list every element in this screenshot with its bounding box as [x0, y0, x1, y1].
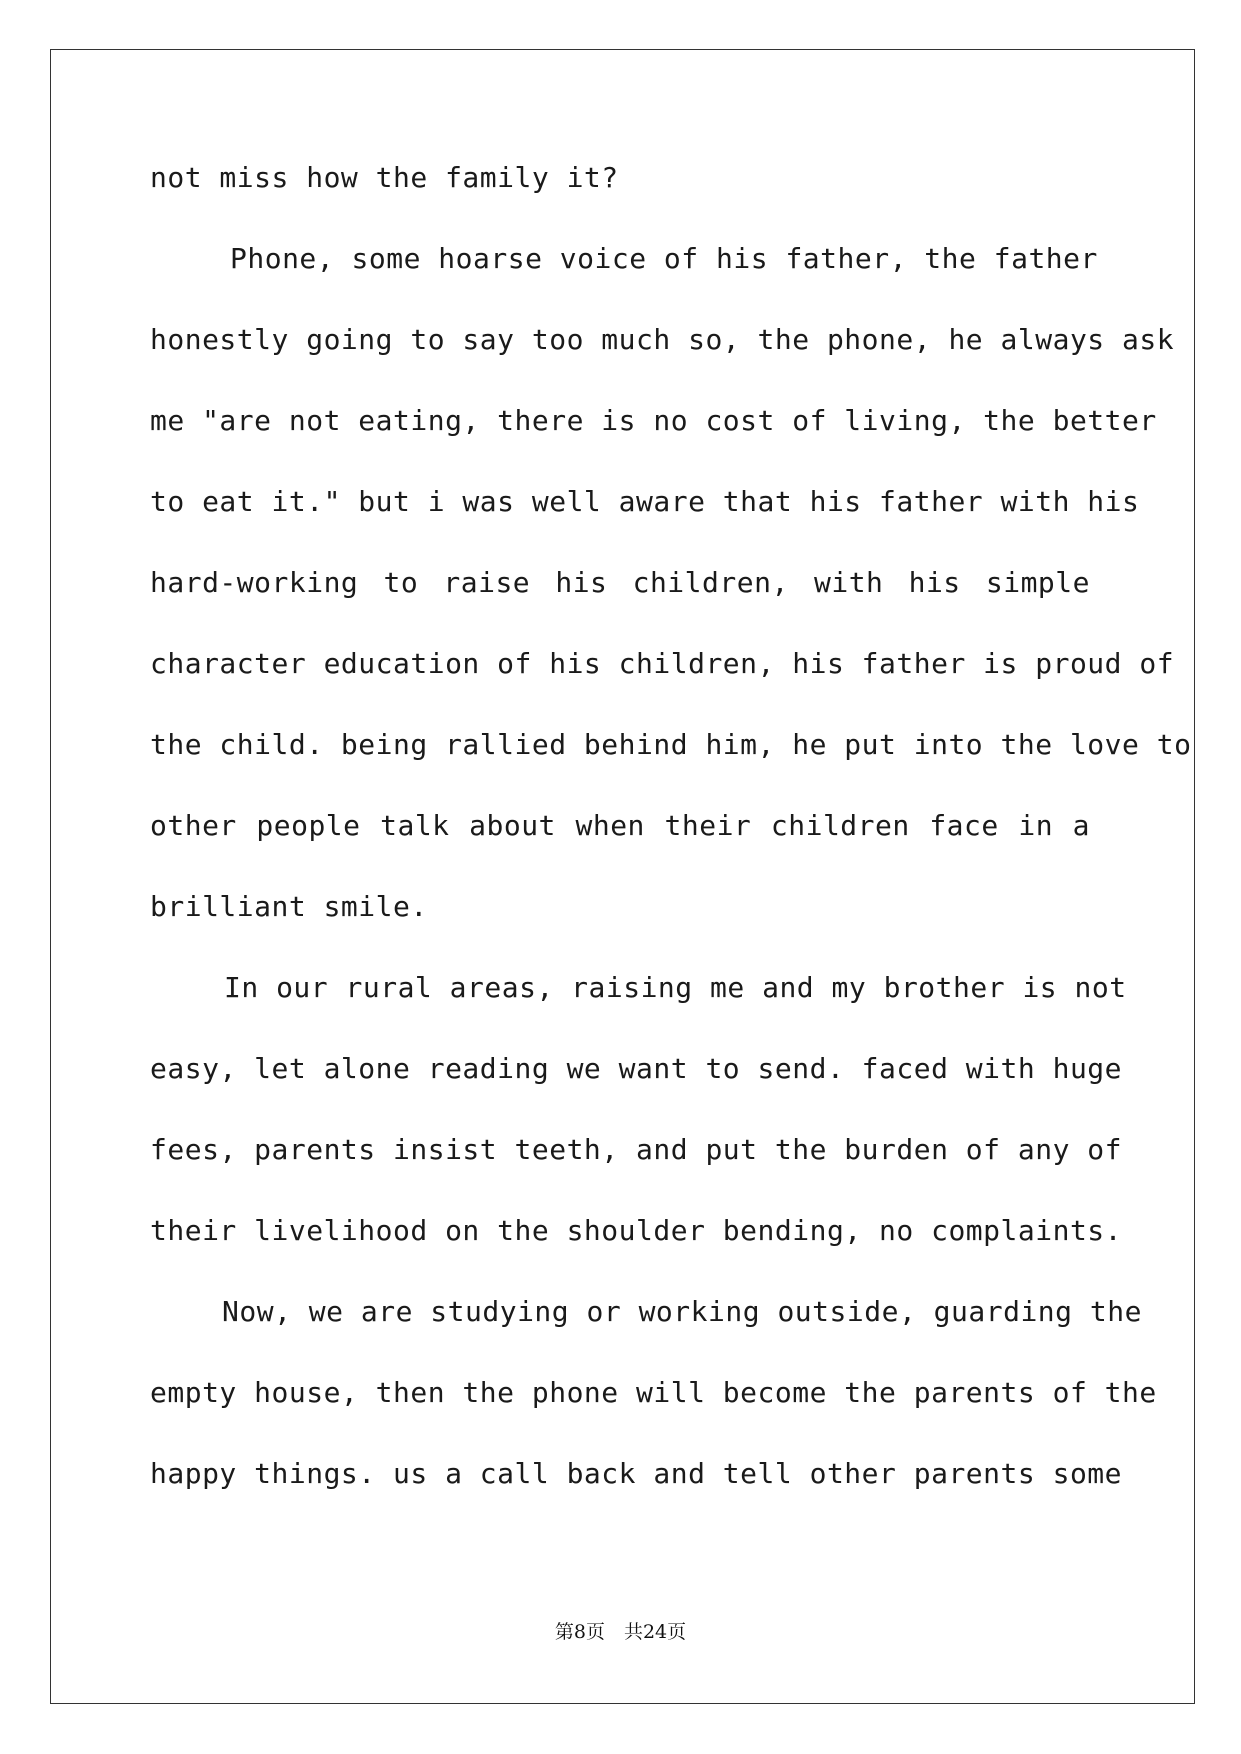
text-line: Phone, some hoarse voice of his father, the father	[230, 242, 1098, 275]
text-line: In our rural areas, raising me and my brother is not	[224, 971, 1127, 1004]
text-line: Now, we are studying or working outside, guarding the	[222, 1295, 1142, 1328]
text-line: me "are not eating, there is no cost of living, the better	[150, 404, 1157, 437]
text-line: character education of his children, his father is proud of	[150, 647, 1175, 680]
text-line: hard-working to raise his children, with his simple	[150, 566, 1090, 599]
text-line: the child. being rallied behind him, he put into the love to	[150, 728, 1192, 761]
text-line: honestly going to say too much so, the phone, he always ask	[150, 323, 1175, 356]
text-line: empty house, then the phone will become the parents of the	[150, 1376, 1157, 1409]
page-number: 第8页 共24页	[554, 1621, 687, 1643]
text-line: fees, parents insist teeth, and put the burden of any of	[150, 1133, 1123, 1166]
text-line: easy, let alone reading we want to send. faced with huge	[150, 1052, 1123, 1085]
text-line: to eat it." but i was well aware that his father with his	[150, 485, 1140, 518]
text-line: not miss how the family it?	[150, 161, 619, 194]
text-line: happy things. us a call back and tell other parents some	[150, 1457, 1123, 1490]
text-line: brilliant smile.	[150, 890, 428, 923]
text-line: other people talk about when their children face in a	[150, 809, 1090, 842]
text-line: their livelihood on the shoulder bending, no complaints.	[150, 1214, 1123, 1247]
